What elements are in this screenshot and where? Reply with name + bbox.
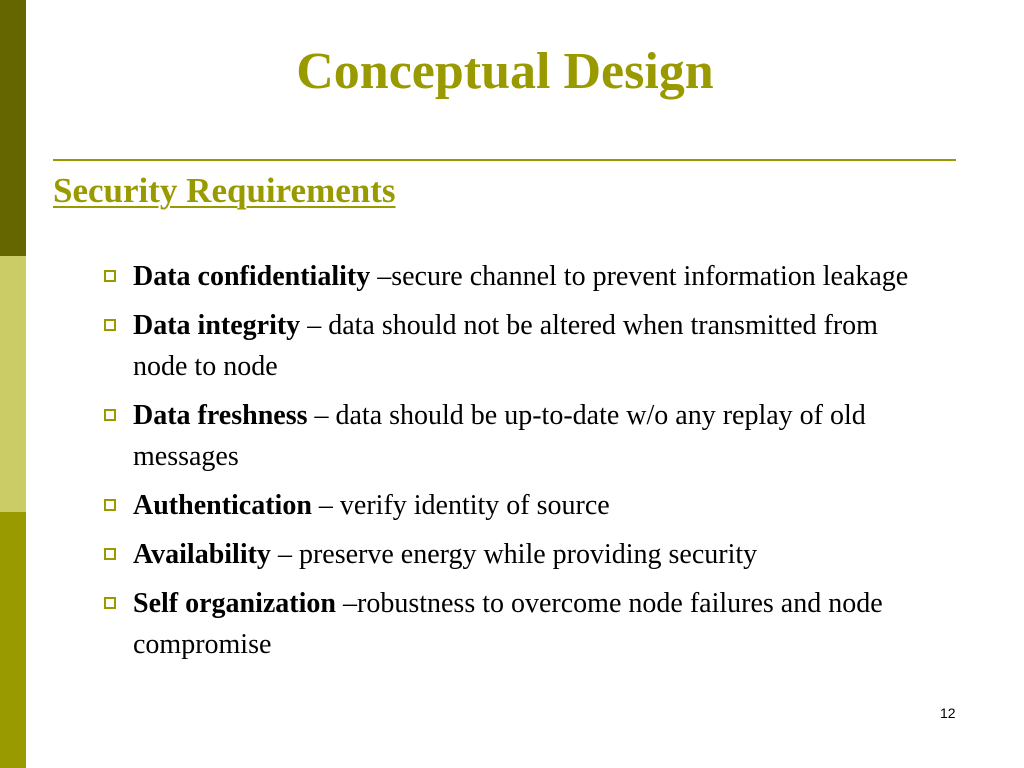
bullet-description: –robustness to overcome node failures and node compromise: [133, 588, 883, 660]
square-bullet-icon: [104, 409, 116, 421]
bullet-description: – verify identity of source: [311, 490, 610, 521]
bullet-list: [104, 256, 934, 673]
bullet-description: – data should not be altered when transmitted from node to node: [133, 310, 878, 382]
square-bullet-icon: [104, 270, 116, 282]
bullet-description: – data should be up-to-date w/o any replay of old messages: [133, 400, 866, 472]
bullet-text: [133, 305, 934, 387]
bullet-item-freshness: [104, 395, 934, 477]
bullet-item-self-organization: [104, 583, 934, 665]
bullet-term: Authentication: [133, 490, 312, 521]
bullet-term: Data freshness: [133, 400, 308, 431]
bullet-term: Availability: [133, 539, 271, 570]
bullet-text: [133, 583, 934, 665]
sidebar-band-middle: [0, 256, 26, 512]
bullet-text: [133, 485, 934, 526]
bullet-text: [133, 395, 934, 477]
bullet-item-authentication: [104, 485, 934, 526]
slide-subtitle: Security Requirements: [53, 171, 396, 210]
bullet-item-confidentiality: [104, 256, 934, 297]
bullet-description: –secure channel to prevent information leakage: [370, 261, 909, 292]
bullet-term: Data integrity: [133, 310, 301, 341]
sidebar-band-bottom: [0, 512, 26, 768]
bullet-item-availability: [104, 534, 934, 575]
bullet-text: [133, 256, 934, 297]
bullet-description: – preserve energy while providing security: [270, 539, 758, 570]
square-bullet-icon: [104, 548, 116, 560]
bullet-text: [133, 534, 934, 575]
square-bullet-icon: [104, 597, 116, 609]
title-divider: [53, 159, 956, 161]
square-bullet-icon: [104, 319, 116, 331]
sidebar-band-top: [0, 0, 26, 256]
square-bullet-icon: [104, 499, 116, 511]
bullet-term: Data confidentiality: [133, 261, 371, 292]
slide-title: Conceptual Design: [296, 43, 714, 100]
page-number: 12: [940, 705, 956, 721]
bullet-term: Self organization: [133, 588, 336, 619]
bullet-item-integrity: [104, 305, 934, 387]
